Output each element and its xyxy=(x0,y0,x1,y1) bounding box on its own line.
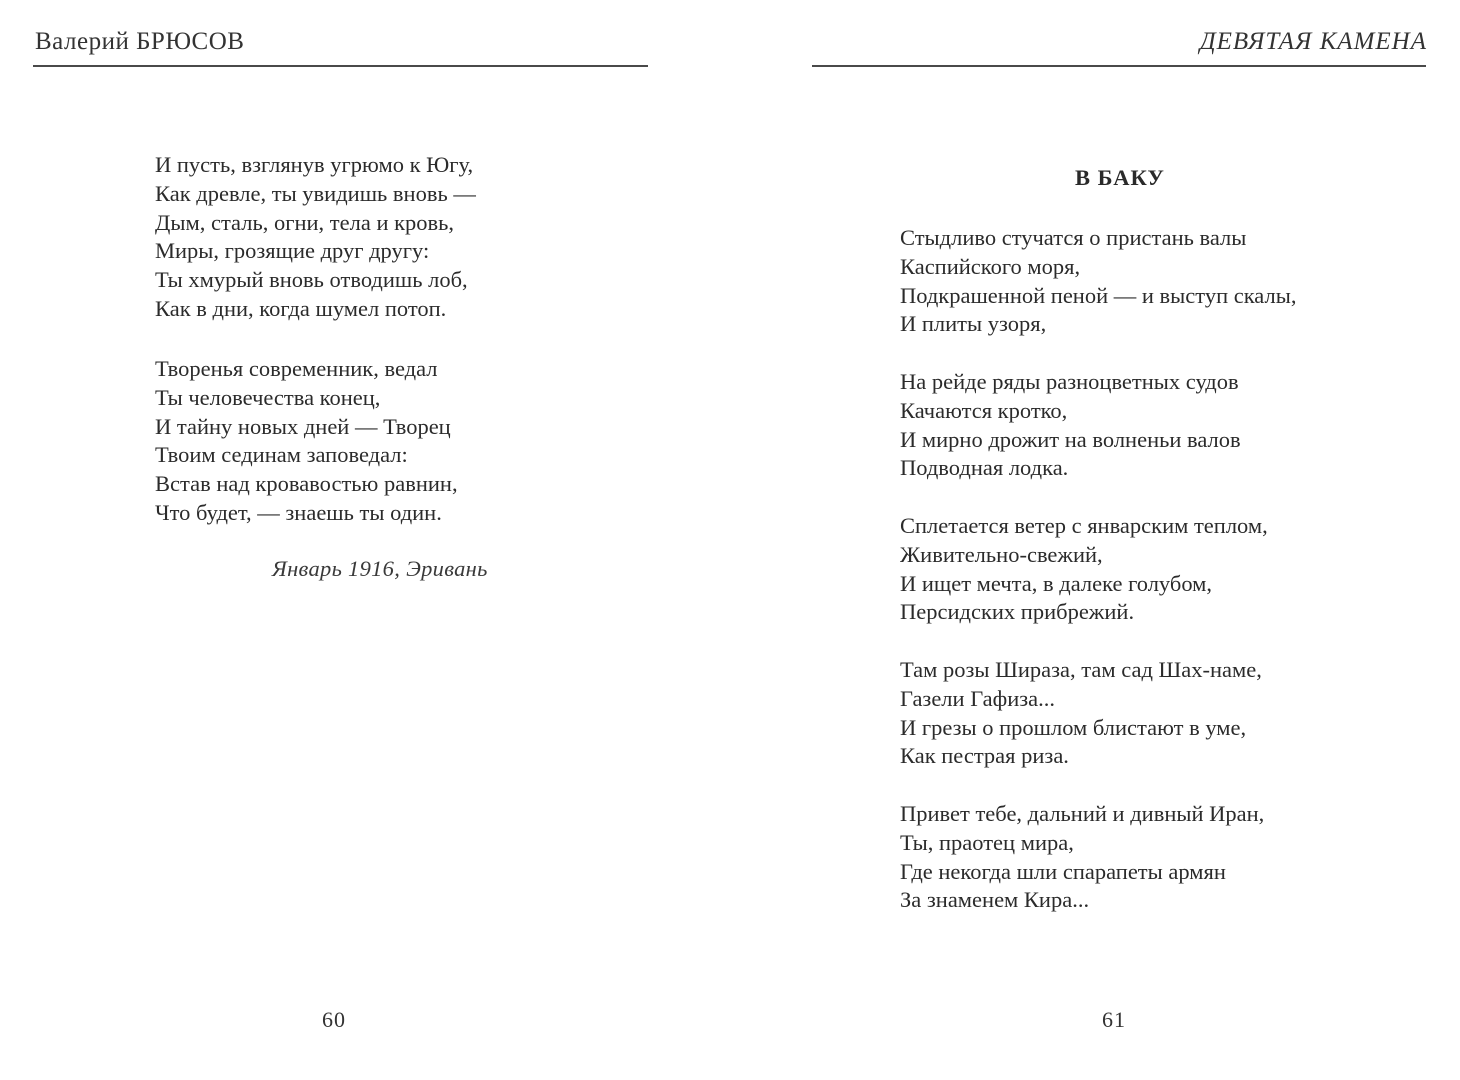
verse-line: Миры, грозящие друг другу: xyxy=(155,238,430,264)
verse-line: И грезы о прошлом блистают в уме, xyxy=(900,714,1247,740)
verse-line: Каспийского моря, xyxy=(900,253,1081,279)
stanza xyxy=(155,355,458,528)
stanza xyxy=(900,656,1262,771)
verse-line: Живительно-свежий, xyxy=(900,541,1103,567)
verse-line: И тайну новых дней — Творец xyxy=(155,413,451,439)
verse-line: Ты человечества конец, xyxy=(155,384,381,410)
verse-line: На рейде ряды разноцветных судов xyxy=(900,369,1239,394)
right-page xyxy=(730,0,1460,1080)
stanza xyxy=(900,512,1268,627)
verse-line: Как древле, ты увидишь вновь — xyxy=(155,180,476,206)
header-rule xyxy=(33,65,648,67)
verse-line: Встав над кровавостью равнин, xyxy=(155,471,458,497)
verse-line: Качаются кротко, xyxy=(900,397,1068,423)
verse-line: И плиты узоря, xyxy=(900,311,1047,337)
verse-line: И ищет мечта, в далеке голубом, xyxy=(900,570,1213,596)
verse-line: Что будет, — знаешь ты один. xyxy=(155,499,442,525)
verse-line: Ты хмурый вновь отводишь лоб, xyxy=(155,267,468,293)
verse-line: И мирно дрожит на волненьи валов xyxy=(900,426,1241,452)
running-head-author: Валерий БРЮСОВ xyxy=(35,28,245,55)
verse-line: Газели Гафиза... xyxy=(900,685,1056,711)
verse-line: Там розы Шираза, там сад Шах-наме, xyxy=(900,657,1262,682)
header-rule xyxy=(812,65,1426,67)
verse-line: Как пестрая риза. xyxy=(900,743,1069,769)
verse-line: Как в дни, когда шумел потоп. xyxy=(155,295,447,321)
verse-line: Подводная лодка. xyxy=(900,455,1069,481)
verse-line: Дым, сталь, огни, тела и кровь, xyxy=(155,209,455,235)
page-number: 60 xyxy=(322,1007,346,1032)
verse-line: Творенья современник, ведал xyxy=(155,356,438,381)
verse-line: Стыдливо стучатся о пристань валы xyxy=(900,225,1247,250)
page-number: 61 xyxy=(1102,1007,1126,1032)
verse-line: За знаменем Кира... xyxy=(900,887,1090,913)
verse-line: Персидских прибрежий. xyxy=(900,599,1135,625)
verse-line: И пусть, взглянув угрюмо к Югу, xyxy=(155,152,474,177)
stanza xyxy=(155,151,476,324)
stanza xyxy=(900,800,1264,915)
poem-title: В БАКУ xyxy=(1075,165,1165,190)
poem-date-place: Январь 1916, Эривань xyxy=(272,556,488,581)
stanza xyxy=(900,224,1296,339)
running-head-book-title: ДЕВЯТАЯ КАМЕНА xyxy=(1199,28,1427,55)
verse-line: Ты, праотец мира, xyxy=(900,829,1074,855)
verse-line: Подкрашенной пеной — и выступ скалы, xyxy=(900,282,1297,308)
verse-line: Твоим сединам заповедал: xyxy=(155,442,408,468)
verse-line: Где некогда шли спарапеты армян xyxy=(900,858,1226,884)
verse-line: Привет тебе, дальний и дивный Иран, xyxy=(900,801,1265,826)
stanza xyxy=(900,368,1241,483)
verse-line: Сплетается ветер с январским теплом, xyxy=(900,513,1268,538)
